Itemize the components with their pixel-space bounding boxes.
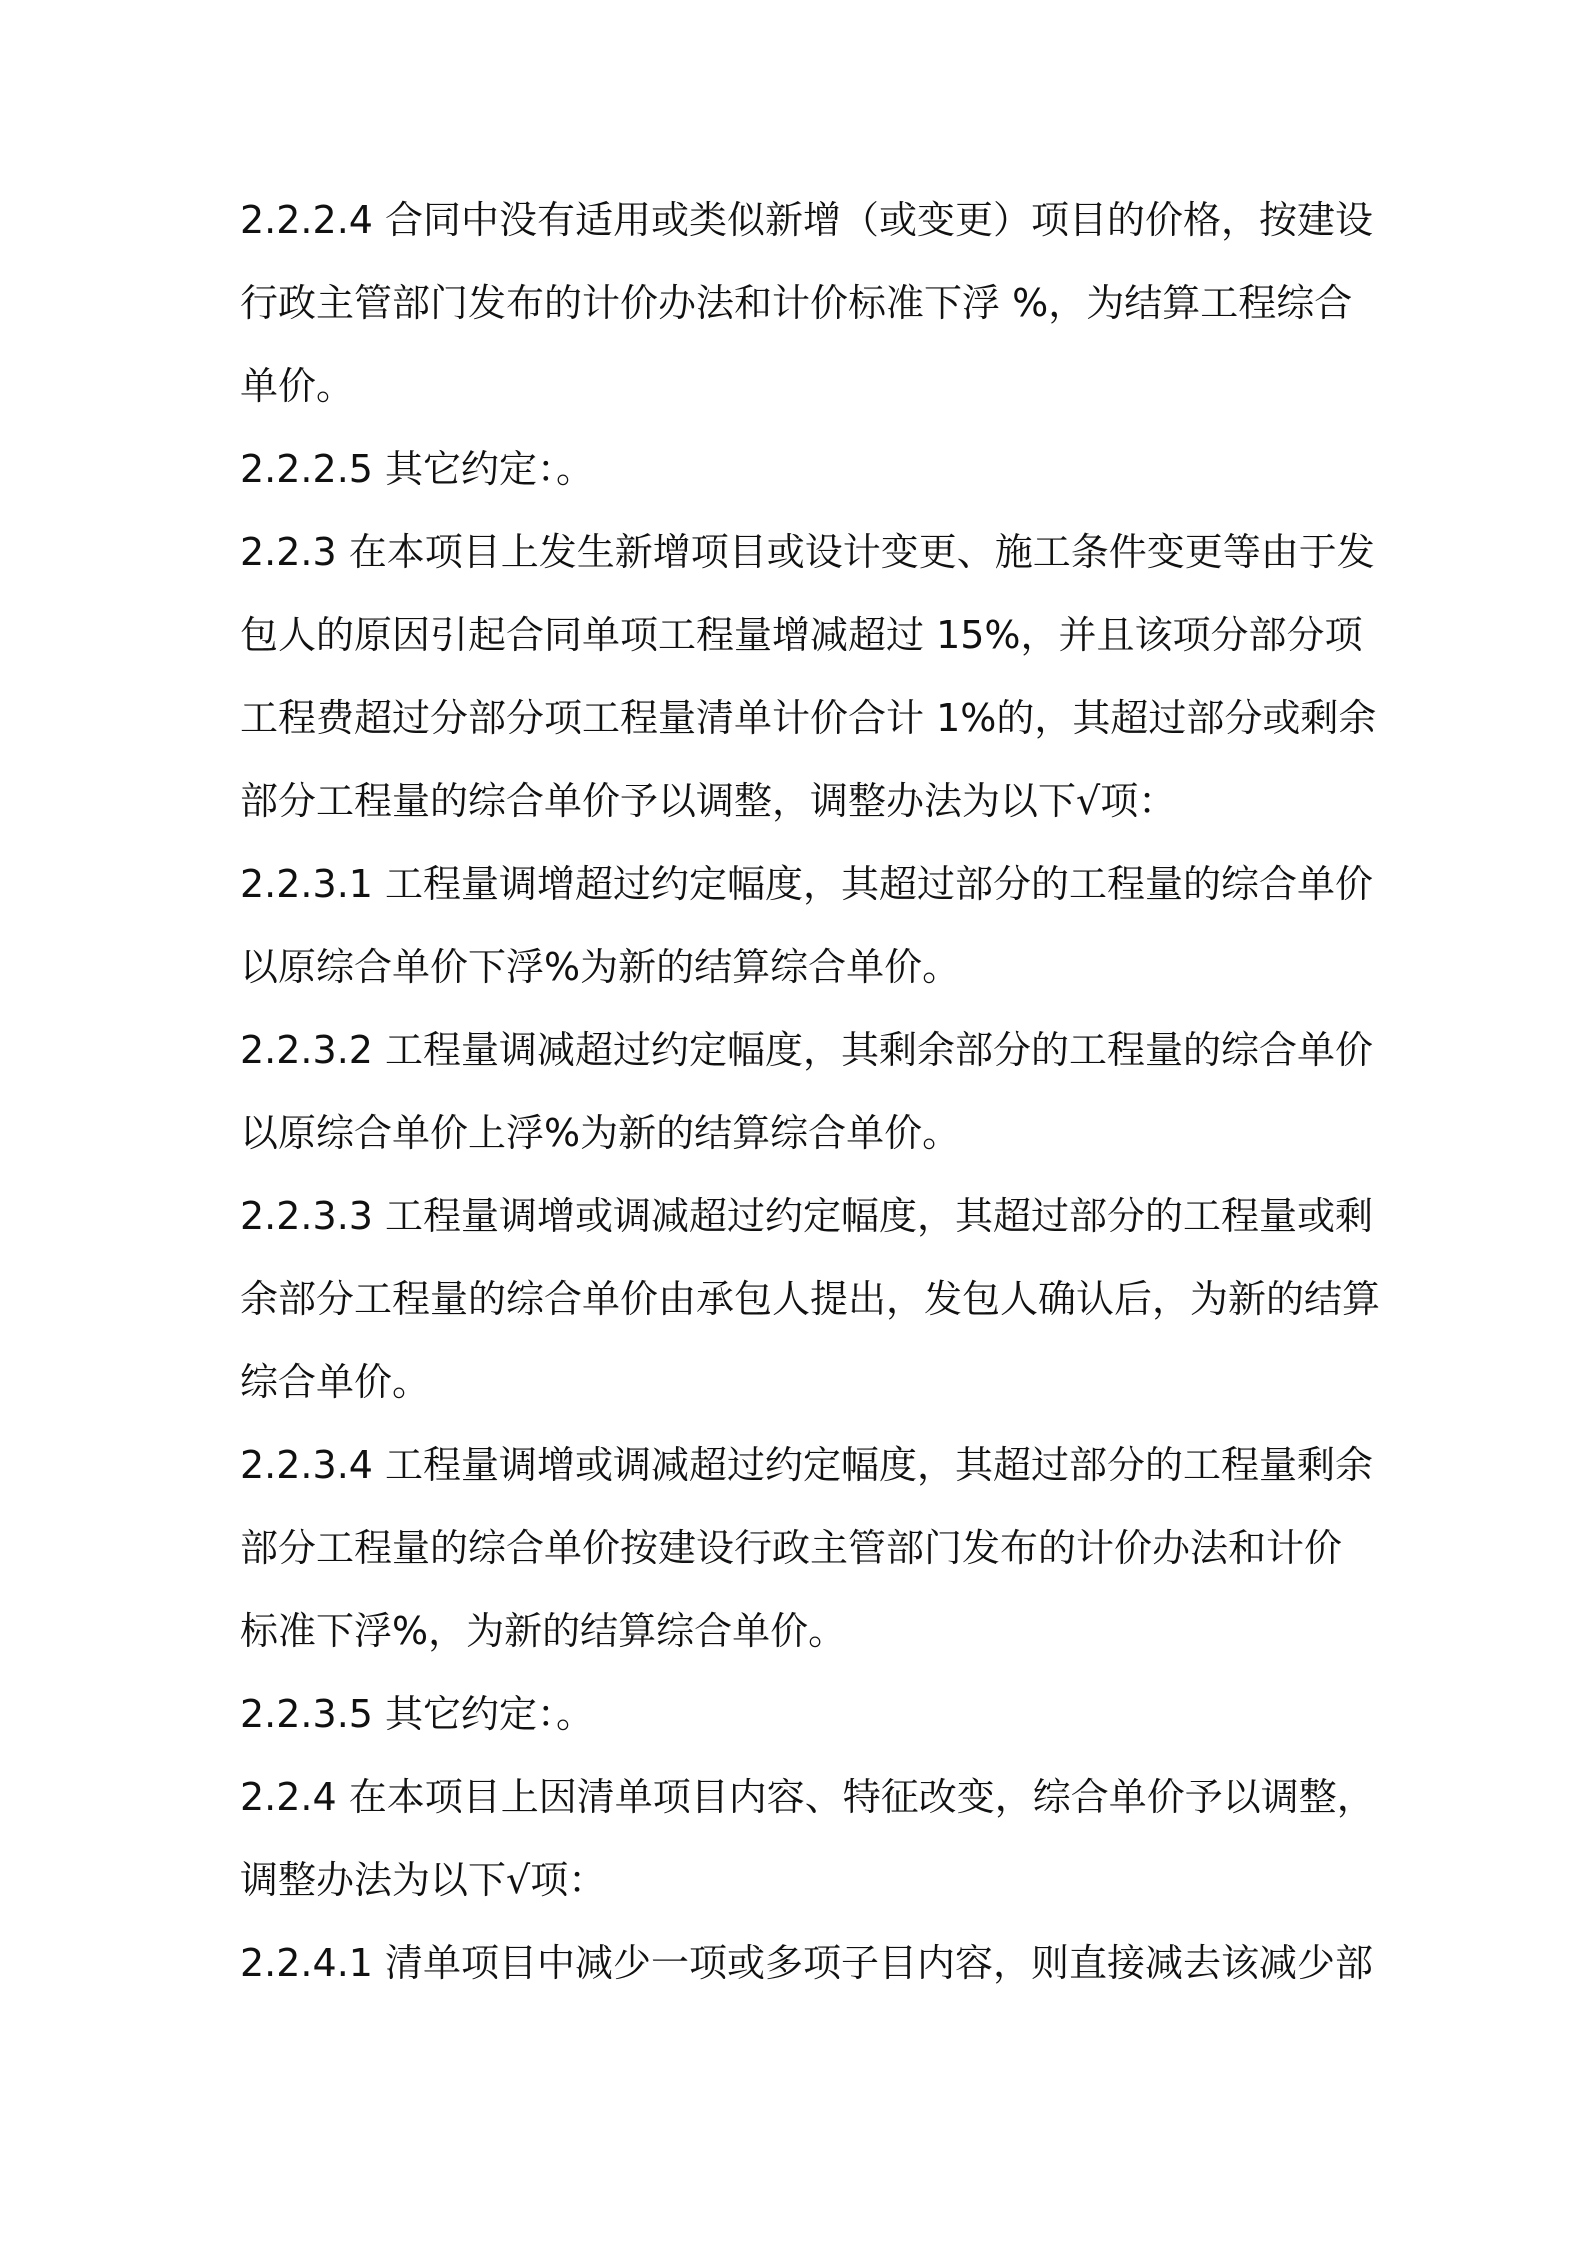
text-line: 2.2.3 在本项目上发生新增项目或设计变更、施工条件变更等由于发 [240, 530, 1375, 574]
text-line: 综合单价。 [240, 1360, 431, 1404]
text-line: 部分工程量的综合单价予以调整，调整办法为以下√项： [240, 779, 1177, 823]
text-line: 工程费超过分部分项工程量清单计价合计 1%的，其超过部分或剩余 [240, 696, 1377, 740]
text-line: 2.2.3.1 工程量调增超过约定幅度，其超过部分的工程量的综合单价 [240, 862, 1374, 906]
text-line: 行政主管部门发布的计价办法和计价标准下浮 %，为结算工程综合 [240, 281, 1353, 325]
text-line: 包人的原因引起合同单项工程量增减超过 15%，并且该项分部分项 [240, 613, 1363, 657]
text-line: 2.2.2.5 其它约定：。 [240, 447, 595, 491]
text-line: 2.2.3.4 工程量调增或调减超过约定幅度，其超过部分的工程量剩余 [240, 1443, 1374, 1487]
text-line: 单价。 [240, 364, 355, 408]
text-line: 2.2.4.1 清单项目中减少一项或多项子目内容，则直接减去该减少部 [240, 1941, 1374, 1985]
text-line: 以原综合单价下浮%为新的结算综合单价。 [240, 945, 961, 989]
text-line: 2.2.3.2 工程量调减超过约定幅度，其剩余部分的工程量的综合单价 [240, 1028, 1374, 1072]
text-line: 部分工程量的综合单价按建设行政主管部门发布的计价办法和计价 [240, 1526, 1343, 1570]
text-line: 标准下浮%，为新的结算综合单价。 [240, 1609, 847, 1653]
text-line: 2.2.3.3 工程量调增或调减超过约定幅度，其超过部分的工程量或剩 [240, 1194, 1374, 1238]
text-line: 2.2.3.5 其它约定：。 [240, 1692, 595, 1736]
text-line: 2.2.2.4 合同中没有适用或类似新增（或变更）项目的价格，按建设 [240, 198, 1374, 242]
text-line: 2.2.4 在本项目上因清单项目内容、特征改变，综合单价予以调整， [240, 1775, 1375, 1819]
text-line: 余部分工程量的综合单价由承包人提出，发包人确认后，为新的结算 [240, 1277, 1381, 1321]
text-line: 以原综合单价上浮%为新的结算综合单价。 [240, 1111, 961, 1155]
text-line: 调整办法为以下√项： [240, 1858, 607, 1902]
